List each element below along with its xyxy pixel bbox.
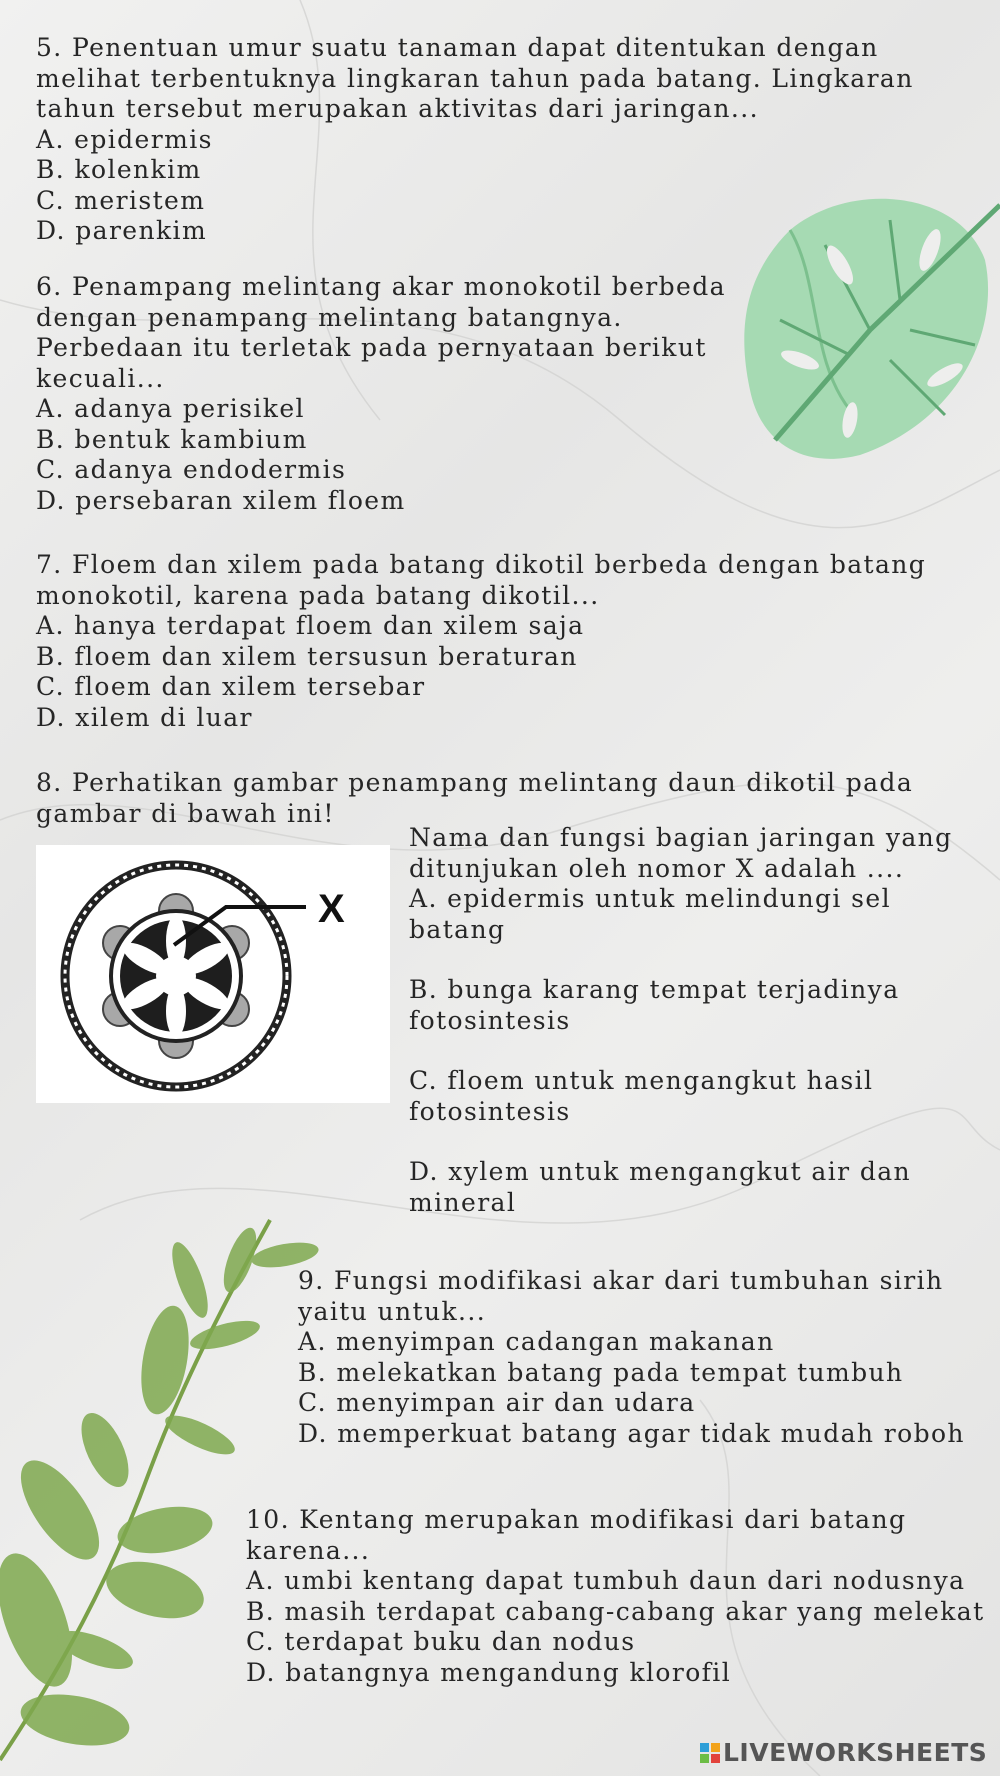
question-6 [36,272,726,516]
question-text: Nama dan fungsi bagian jaringan yang [409,823,953,852]
liveworksheets-logo-icon [700,1743,720,1763]
question-text: yaitu untuk... [298,1296,487,1326]
option-a[interactable]: A. umbi kentang dapat tumbuh daun dari nodusnya [246,1566,966,1595]
option-c[interactable]: C. floem untuk mengangkut hasil fotosintesis [409,1066,874,1126]
option-b[interactable]: B. bunga karang tempat terjadinya fotosintesis [409,975,900,1035]
option-a[interactable]: A. epidermis untuk melindungi sel batang [409,884,891,944]
question-7 [36,550,926,733]
option-c[interactable]: C. menyimpan air dan udara [298,1388,696,1417]
option-d[interactable]: D. xylem untuk mengangkut air dan mineral [409,1157,912,1217]
question-10 [246,1505,985,1688]
option-d[interactable]: D. xilem di luar [36,702,253,732]
question-9 [298,1266,965,1449]
option-b[interactable]: B. masih terdapat cabang-cabang akar yang melekat [246,1596,985,1626]
option-b[interactable]: B. floem dan xilem tersusun beraturan [36,641,578,671]
option-c[interactable]: C. terdapat buku dan nodus [246,1627,636,1656]
option-d[interactable]: D. persebaran xilem floem [36,485,406,515]
question-text: 5. Penentuan umur suatu tanaman dapat ditentukan dengan [36,33,879,62]
question-text: tahun tersebut merupakan aktivitas dari jaringan... [36,94,759,123]
question-text: 8. Perhatikan gambar penampang melintang daun dikotil pada [36,768,914,797]
option-a[interactable]: A. hanya terdapat floem dan xilem saja [36,611,585,640]
option-c[interactable]: C. meristem [36,185,206,215]
option-a[interactable]: A. epidermis [36,124,213,154]
question-text: 6. Penampang melintang akar monokotil berbeda [36,272,726,301]
question-text: Perbedaan itu terletak pada pernyataan berikut [36,333,707,362]
question-text: dengan penampang melintang batangnya. [36,302,623,332]
question-text: melihat terbentuknya lingkaran tahun pada batang. Lingkaran [36,63,914,93]
question-text: monokotil, karena pada batang dikotil... [36,580,600,610]
question-8-options [409,823,953,1218]
question-text: 10. Kentang merupakan modifikasi dari batang [246,1505,907,1534]
option-d[interactable]: D. parenkim [36,216,208,245]
option-c[interactable]: C. adanya endodermis [36,455,347,484]
question-text: kecuali... [36,363,165,393]
liveworksheets-logo [700,1738,987,1767]
option-b[interactable]: B. kolenkim [36,155,202,184]
option-a[interactable]: A. adanya perisikel [36,394,305,423]
question-text: ditunjukan oleh nomor X adalah .... [409,853,905,883]
option-b[interactable]: B. bentuk kambium [36,424,308,454]
vine-leaves-decoration [0,1200,330,1776]
option-d[interactable]: D. memperkuat batang agar tidak mudah roboh [298,1418,965,1448]
question-text: karena... [246,1535,371,1565]
figure-label-x: X [318,887,345,931]
brand-text: LIVEWORKSHEETS [723,1738,988,1767]
option-b[interactable]: B. melekatkan batang pada tempat tumbuh [298,1357,904,1387]
stem-cross-section-figure [36,845,390,1103]
question-8 [36,768,913,829]
question-text: 7. Floem dan xilem pada batang dikotil berbeda dengan batang [36,550,927,579]
question-text: gambar di bawah ini! [36,798,335,828]
option-c[interactable]: C. floem dan xilem tersebar [36,672,426,701]
option-a[interactable]: A. menyimpan cadangan makanan [298,1327,775,1356]
option-d[interactable]: D. batangnya mengandung klorofil [246,1657,732,1687]
question-5 [36,33,914,247]
question-text: 9. Fungsi modifikasi akar dari tumbuhan sirih [298,1266,944,1295]
